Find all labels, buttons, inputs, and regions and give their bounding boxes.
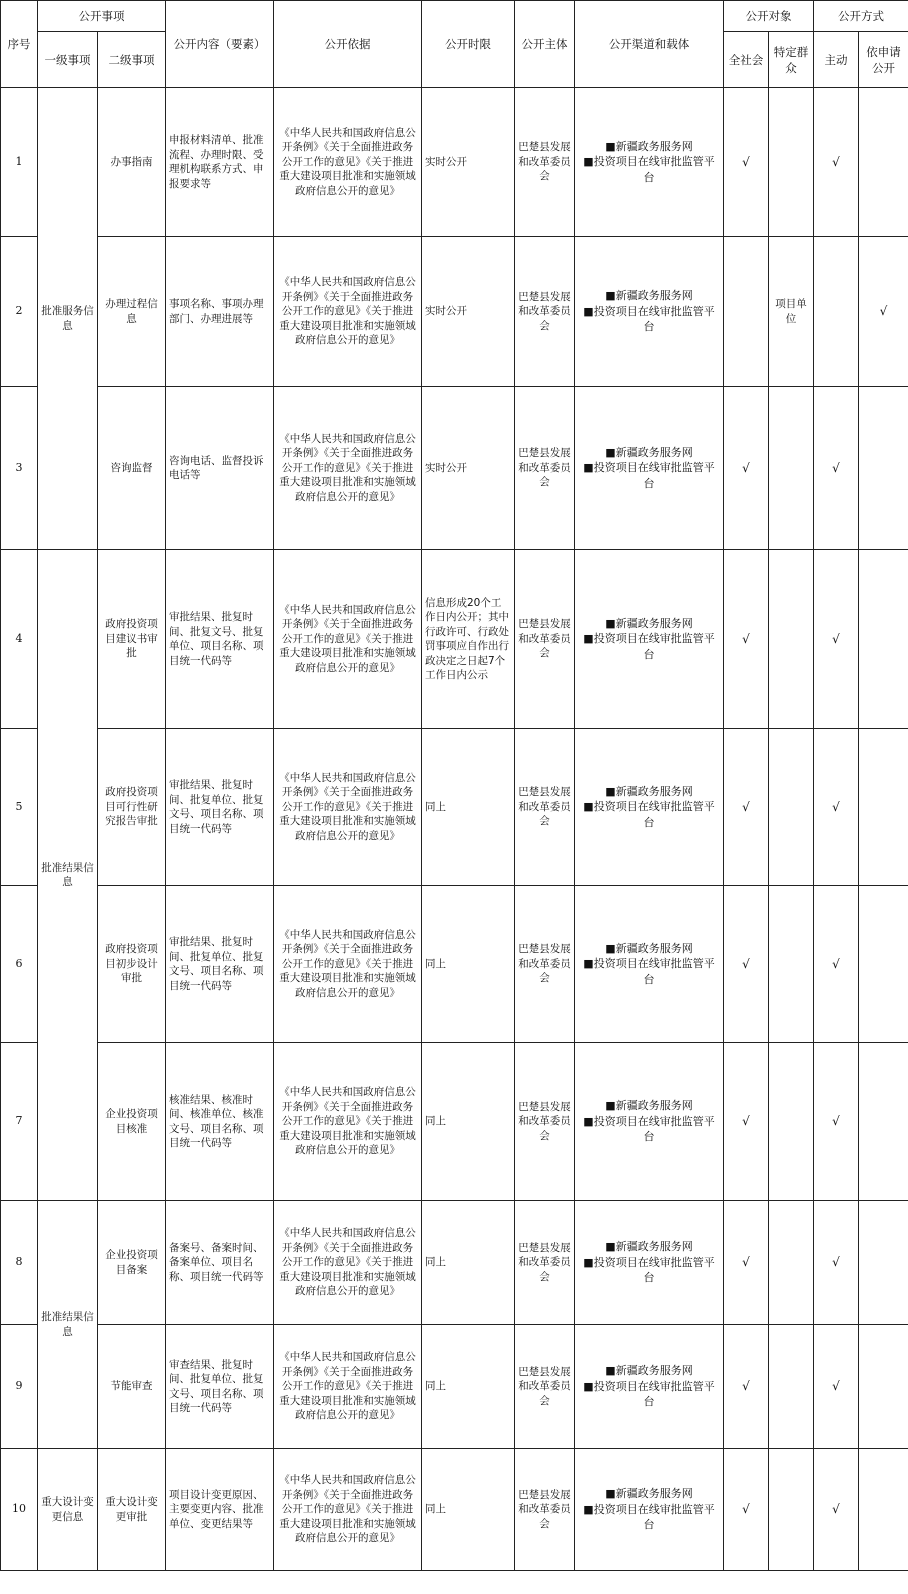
header-basis: 公开依据	[274, 1, 422, 88]
row-content: 项目设计变更原因、主要变更内容、批准单位、变更结果等	[166, 1449, 274, 1571]
channel-line: ■投资项目在线审批监管平台	[583, 1114, 715, 1144]
row-channel	[575, 1201, 724, 1325]
row-method-request	[859, 886, 908, 1043]
row-target-specific	[769, 1325, 814, 1449]
row-method-request	[859, 550, 908, 729]
row-level2: 企业投资项目核准	[98, 1043, 166, 1201]
row-method-request	[859, 1449, 908, 1571]
row-method-active: √	[814, 387, 859, 550]
row-channel	[575, 88, 724, 237]
table-row	[1, 1201, 908, 1325]
row-method-request	[859, 729, 908, 886]
table-row	[1, 1043, 908, 1201]
row-time-limit: 同上	[422, 1449, 515, 1571]
header-target-specific: 特定群众	[769, 32, 814, 88]
row-method-request	[859, 1325, 908, 1449]
row-subject: 巴楚县发展和改革委员会	[515, 1325, 575, 1449]
row-subject: 巴楚县发展和改革委员会	[515, 387, 575, 550]
channel-line: ■投资项目在线审批监管平台	[583, 800, 715, 829]
row-content: 审批结果、批复时间、批复文号、批复单位、项目名称、项目统一代码等	[166, 550, 274, 729]
row-channel	[575, 1325, 724, 1449]
row-basis: 《中华人民共和国政府信息公开条例》《关于全面推进政务公开工作的意见》《关于推进重大建设项目批准和实施领域政府信息公开的意见》	[274, 1043, 422, 1201]
row-channel	[575, 886, 724, 1043]
row-method-active: √	[814, 1325, 859, 1449]
row-seq: 10	[1, 1449, 38, 1571]
row-channel	[575, 387, 724, 550]
row-method-active: √	[814, 729, 859, 886]
channel-line: ■投资项目在线审批监管平台	[583, 632, 715, 661]
row-target-specific	[769, 886, 814, 1043]
header-seq: 序号	[1, 1, 38, 88]
row-method-active: √	[814, 1043, 859, 1201]
row-subject: 巴楚县发展和改革委员会	[515, 1043, 575, 1201]
header-method-group: 公开方式	[814, 1, 908, 32]
row-basis: 《中华人民共和国政府信息公开条例》《关于全面推进政务公开工作的意见》《关于推进重大建设项目批准和实施领域政府信息公开的意见》	[274, 88, 422, 237]
channel-line: ■新疆政务服务网	[605, 445, 693, 459]
row-time-limit: 同上	[422, 729, 515, 886]
row-method-request	[859, 88, 908, 237]
row-target-all: √	[724, 729, 769, 886]
row-level2: 办事指南	[98, 88, 166, 237]
row-method-active: √	[814, 1201, 859, 1325]
row-target-specific	[769, 1043, 814, 1201]
channel-line: ■新疆政务服务网	[605, 1364, 693, 1378]
row-subject: 巴楚县发展和改革委员会	[515, 1449, 575, 1571]
channel-line: ■投资项目在线审批监管平台	[583, 155, 715, 184]
row-seq: 7	[1, 1043, 38, 1201]
channel-line: ■新疆政务服务网	[605, 1240, 693, 1254]
row-subject: 巴楚县发展和改革委员会	[515, 237, 575, 387]
channel-line: ■投资项目在线审批监管平台	[583, 304, 715, 334]
row-channel	[575, 237, 724, 387]
group-label: 批准结果信息	[38, 1201, 98, 1449]
row-seq: 6	[1, 886, 38, 1043]
row-target-specific	[769, 88, 814, 237]
row-basis: 《中华人民共和国政府信息公开条例》《关于全面推进政务公开工作的意见》《关于推进重大建设项目批准和实施领域政府信息公开的意见》	[274, 886, 422, 1043]
table-row	[1, 550, 908, 729]
row-method-request	[859, 387, 908, 550]
row-seq: 1	[1, 88, 38, 237]
header-time-limit: 公开时限	[422, 1, 515, 88]
channel-line: ■投资项目在线审批监管平台	[583, 1379, 715, 1409]
row-target-all: √	[724, 88, 769, 237]
row-method-active: √	[814, 1449, 859, 1571]
row-content: 事项名称、事项办理部门、办理进展等	[166, 237, 274, 387]
row-target-specific	[769, 1449, 814, 1571]
channel-line: ■投资项目在线审批监管平台	[583, 1255, 715, 1285]
row-target-specific	[769, 729, 814, 886]
row-subject: 巴楚县发展和改革委员会	[515, 1201, 575, 1325]
row-basis: 《中华人民共和国政府信息公开条例》《关于全面推进政务公开工作的意见》《关于推进重大建设项目批准和实施领域政府信息公开的意见》	[274, 387, 422, 550]
row-time-limit: 实时公开	[422, 387, 515, 550]
row-seq: 3	[1, 387, 38, 550]
row-method-active	[814, 237, 859, 387]
row-target-specific	[769, 387, 814, 550]
row-target-specific: 项目单位	[769, 237, 814, 387]
row-channel	[575, 1449, 724, 1571]
row-time-limit: 实时公开	[422, 237, 515, 387]
table-row	[1, 1449, 908, 1571]
row-target-all: √	[724, 1043, 769, 1201]
row-target-all: √	[724, 387, 769, 550]
channel-line: ■新疆政务服务网	[605, 941, 693, 955]
header-content: 公开内容（要素）	[166, 1, 274, 88]
row-content: 咨询电话、监督投诉电话等	[166, 387, 274, 550]
row-target-all: √	[724, 1201, 769, 1325]
row-target-all	[724, 237, 769, 387]
header-target-all: 全社会	[724, 32, 769, 88]
table-row	[1, 237, 908, 387]
row-level2: 节能审查	[98, 1325, 166, 1449]
header-channel: 公开渠道和载体	[575, 1, 724, 88]
row-level2: 企业投资项目备案	[98, 1201, 166, 1325]
header-target-group: 公开对象	[724, 1, 814, 32]
channel-line: ■新疆政务服务网	[605, 1487, 693, 1501]
channel-line: ■新疆政务服务网	[605, 784, 693, 798]
row-level2: 办理过程信息	[98, 237, 166, 387]
row-seq: 8	[1, 1201, 38, 1325]
row-channel	[575, 1043, 724, 1201]
row-subject: 巴楚县发展和改革委员会	[515, 886, 575, 1043]
header-items-group: 公开事项	[38, 1, 166, 32]
channel-line: ■新疆政务服务网	[605, 1099, 693, 1113]
row-target-all: √	[724, 1449, 769, 1571]
row-subject: 巴楚县发展和改革委员会	[515, 88, 575, 237]
row-method-active: √	[814, 886, 859, 1043]
row-seq: 4	[1, 550, 38, 729]
row-target-all: √	[724, 550, 769, 729]
row-basis: 《中华人民共和国政府信息公开条例》《关于全面推进政务公开工作的意见》《关于推进重大建设项目批准和实施领域政府信息公开的意见》	[274, 550, 422, 729]
row-time-limit: 同上	[422, 1043, 515, 1201]
row-method-request	[859, 1201, 908, 1325]
group-label: 批准服务信息	[38, 88, 98, 550]
row-level2: 政府投资项目初步设计审批	[98, 886, 166, 1043]
row-content: 备案号、备案时间、备案单位、项目名称、项目统一代码等	[166, 1201, 274, 1325]
row-content: 审批结果、批复时间、批复单位、批复文号、项目名称、项目统一代码等	[166, 886, 274, 1043]
row-subject: 巴楚县发展和改革委员会	[515, 729, 575, 886]
row-method-active: √	[814, 550, 859, 729]
row-basis: 《中华人民共和国政府信息公开条例》《关于全面推进政务公开工作的意见》《关于推进重大建设项目批准和实施领域政府信息公开的意见》	[274, 729, 422, 886]
channel-line: ■投资项目在线审批监管平台	[583, 957, 715, 986]
row-content: 申报材料清单、批准流程、办理时限、受理机构联系方式、申报要求等	[166, 88, 274, 237]
row-target-all: √	[724, 886, 769, 1043]
row-content: 审查结果、批复时间、批复单位、批复文号、项目名称、项目统一代码等	[166, 1325, 274, 1449]
channel-line: ■投资项目在线审批监管平台	[583, 1502, 715, 1532]
row-channel	[575, 729, 724, 886]
group-label: 批准结果信息	[38, 550, 98, 1201]
table-row	[1, 88, 908, 237]
channel-line: ■新疆政务服务网	[605, 616, 693, 630]
row-level2: 政府投资项目可行性研究报告审批	[98, 729, 166, 886]
table-row	[1, 729, 908, 886]
header-level1: 一级事项	[38, 32, 98, 88]
header-level2: 二级事项	[98, 32, 166, 88]
row-seq: 9	[1, 1325, 38, 1449]
row-method-request	[859, 1043, 908, 1201]
row-time-limit: 信息形成20个工作日内公开；其中行政许可、行政处罚事项应自作出行政决定之日起7个工作日内公示	[422, 550, 515, 729]
row-basis: 《中华人民共和国政府信息公开条例》《关于全面推进政务公开工作的意见》《关于推进重大建设项目批准和实施领域政府信息公开的意见》	[274, 1325, 422, 1449]
row-subject: 巴楚县发展和改革委员会	[515, 550, 575, 729]
channel-line: ■投资项目在线审批监管平台	[583, 461, 715, 490]
table-row	[1, 387, 908, 550]
table-row	[1, 1325, 908, 1449]
row-level2: 重大设计变更审批	[98, 1449, 166, 1571]
row-content: 审批结果、批复时间、批复单位、批复文号、项目名称、项目统一代码等	[166, 729, 274, 886]
table-row	[1, 886, 908, 1043]
header-subject: 公开主体	[515, 1, 575, 88]
row-level2: 咨询监督	[98, 387, 166, 550]
row-basis: 《中华人民共和国政府信息公开条例》《关于全面推进政务公开工作的意见》《关于推进重大建设项目批准和实施领域政府信息公开的意见》	[274, 237, 422, 387]
header-method-request: 依申请公开	[859, 32, 908, 88]
group-label: 重大设计变更信息	[38, 1449, 98, 1571]
row-time-limit: 同上	[422, 1201, 515, 1325]
row-target-specific	[769, 1201, 814, 1325]
row-method-request: √	[859, 237, 908, 387]
row-target-all: √	[724, 1325, 769, 1449]
row-seq: 5	[1, 729, 38, 886]
row-level2: 政府投资项目建议书审批	[98, 550, 166, 729]
header-method-active: 主动	[814, 32, 859, 88]
row-seq: 2	[1, 237, 38, 387]
row-method-active: √	[814, 88, 859, 237]
channel-line: ■新疆政务服务网	[605, 139, 693, 153]
row-time-limit: 实时公开	[422, 88, 515, 237]
row-time-limit: 同上	[422, 886, 515, 1043]
row-target-specific	[769, 550, 814, 729]
channel-line: ■新疆政务服务网	[605, 289, 693, 303]
row-content: 核准结果、核准时间、核准单位、核准文号、项目名称、项目统一代码等	[166, 1043, 274, 1201]
row-channel	[575, 550, 724, 729]
row-basis: 《中华人民共和国政府信息公开条例》《关于全面推进政务公开工作的意见》《关于推进重大建设项目批准和实施领域政府信息公开的意见》	[274, 1201, 422, 1325]
row-basis: 《中华人民共和国政府信息公开条例》《关于全面推进政务公开工作的意见》《关于推进重大建设项目批准和实施领域政府信息公开的意见》	[274, 1449, 422, 1571]
row-time-limit: 同上	[422, 1325, 515, 1449]
